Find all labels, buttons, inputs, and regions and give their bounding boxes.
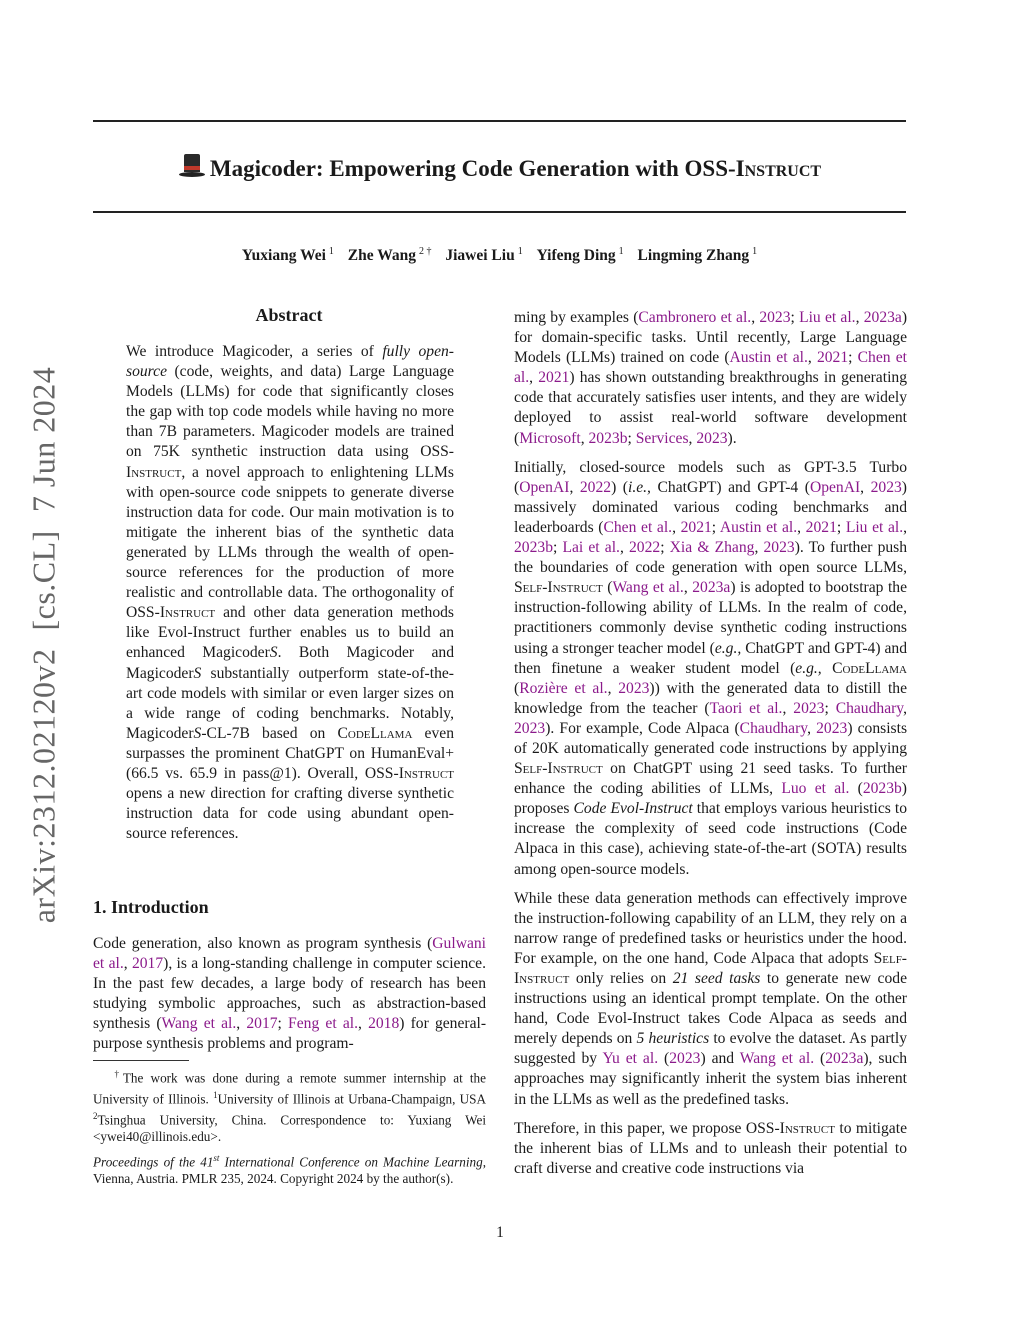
citation-link[interactable]: 2023 [514,719,546,737]
page-number: 1 [496,1224,504,1241]
citation-link[interactable]: 2023 [816,719,848,737]
citation-link[interactable]: Wang et al. [739,1050,815,1068]
citation-link[interactable]: 2017 [131,955,164,973]
citation-link[interactable]: 2023 [870,478,902,496]
citation-link[interactable]: 2021 [680,518,712,536]
citation-link[interactable]: 2023 [669,1050,701,1068]
arxiv-side-stamp [26,367,63,924]
citation-link[interactable]: Liu et al. [845,518,904,536]
arxiv-id: arXiv:2312.02120v2 [25,648,62,924]
citation-link[interactable]: 2023 [696,429,728,447]
citation-link[interactable]: 2021 [805,518,837,536]
citation-link[interactable]: 2023a [825,1050,864,1068]
proceedings-footnote: Proceedings of the 41st International Conference on Machine Learning, Vienna, Austria. PMLR 235, 2024. Copyright 2024 by the author(s). [93,1153,486,1186]
title-lead: Magicoder: Empowering Code Generation with OSS- [209,156,736,181]
author: Lingming Zhang $^1$ [637,246,758,265]
citation-link[interactable]: Lai et al. [562,539,620,557]
citation-link[interactable]: 2022 [629,539,661,557]
citation-link[interactable]: Chaudhary [739,719,808,737]
paragraph: Initially, closed-source models such as GPT-3.5 Turbo (OpenAI, 2022) (i.e., ChatGPT) and GPT-4 (OpenAI, 2023) massively dominated various coding benchmarks and leaderboards (Chen et al., 2021; Austin et al., 2021; Liu et al., 2023b; Lai et al., 2022; Xia & Zhang, 2023). To further push the boundaries of code generation with open source LLMs, Self-Instruct (Wang et al., 2023a) is adopted to bootstrap the instruction-following ability of LLMs. In the realm of code, practitioners commonly devise synthetic coding instructions using a stronger teacher model (e.g., ChatGPT and GPT-4) and then finetune a weaker student model (e.g., CodeLlama (Rozière et al., 2023)) with the generated data to distill the knowledge from the teacher (Taori et al., 2023; Chaudhary, 2023). For example, Code Alpaca (Chaudhary, 2023) consists of 20K automatically generated code instructions by applying Self-Instruct on ChatGPT using 21 seed tasks. To further enhance the coding abilities of LLMs, Luo et al. (2023b) proposes Code Evol-Instruct that employs various heuristics to increase the complexity of seed code instructions (Code Alpaca in this case), achieving state-of-the-art (SOTA) results among open-source models. [514,458,908,878]
citation-link[interactable]: 2023a [863,309,902,326]
citation-link[interactable]: Chen et al. [603,518,673,536]
citation-link[interactable]: OpenAI [519,478,570,496]
citation-link[interactable]: 2023b [862,780,902,798]
citation-link[interactable]: Cambronero et al. [638,309,752,326]
citation-link[interactable]: 2022 [579,478,612,496]
author: Yifeng Ding $^1$ [536,246,624,265]
citation-link[interactable]: OpenAI [809,478,861,496]
citation-link[interactable]: 2021 [538,369,570,387]
citation-link[interactable]: 2021 [816,349,849,367]
citation-link[interactable]: Austin et al. [719,518,798,536]
citation-link[interactable]: 2023 [763,539,795,557]
top-hat-icon [178,154,206,180]
citation-link[interactable]: 2023a [692,579,731,597]
citation-link[interactable]: Xia & Zhang [669,539,755,557]
arxiv-date: 7 Jun 2024 [25,366,62,513]
affiliation-footnote: †The work was done during a remote summer internship at the University of Illinois. $^1$University of Illinois at Urbana-Champaign, USA $^2$Tsinghua University, China. Correspondence to: Yuxiang Wei <ywei40@illinois.edu>. [93,1069,487,1144]
arxiv-category: [cs.CL] [25,530,62,631]
author: Zhe Wang $^{2 \dagger}$ [347,246,432,265]
title-bottom-rule [93,211,906,213]
citation-link[interactable]: Gulwani et al. [93,935,486,973]
citation-link[interactable]: Wang et al. [161,1015,237,1033]
citation-link[interactable]: Yu et al. [602,1050,659,1068]
citation-link[interactable]: Services [635,429,689,447]
right-column [514,308,907,1179]
citation-link[interactable]: 2023b [514,539,553,557]
citation-link[interactable]: Taori et al. [709,699,783,717]
introduction-heading: 1. Introduction [93,897,209,917]
abstract-body: We introduce Magicoder, a series of fully open-source (code, weights, and data) Large Language Models (LLMs) for code that significantly closes the gap with top code models while having no more than 7B parameters. Magicoder models are trained on 75K synthetic instruction data using OSS-Instruct, a novel approach to enlightening LLMs with open-source code snippets to generate diverse instruction data for code. Our main motivation is to mitigate the inherent bias of the synthetic data generated by LLMs through the wealth of open-source references for the production of more realistic and controllable data. The orthogonality of OSS-Instruct and other data generation methods like Evol-Instruct further enables us to build an enhanced MagicoderS. Both Magicoder and MagicoderS substantially outperform state-of-the-art code models with similar or even larger sizes on a wide range of coding benchmarks. Notably, MagicoderS-CL-7B based on CodeLlama even surpasses the prominent ChatGPT on HumanEval+ (66.5 vs. 65.9 in pass@1). Overall, OSS-Instruct opens a new direction for crafting diverse synthetic instruction data for code using abundant open-source references. [126,343,454,843]
citation-link[interactable]: Chen et al. [514,349,907,387]
title-top-rule [93,120,906,122]
citation-link[interactable]: 2023 [793,699,825,717]
introduction-body: Code generation, also known as program synthesis (Gulwani et al., 2017), is a long-standing challenge in computer science. In the past few decades, a large body of research has been studying symbolic approaches, such as abstraction-based synthesis (Wang et al., 2017; Feng et al., 2018) for general-purpose synthesis problems and program- [93,935,487,1053]
author: Yuxiang Wei $^1$ [241,246,334,265]
citation-link[interactable]: Wang et al. [612,579,684,597]
citation-link[interactable]: Rozière et al. [519,679,608,697]
footnote-rule [93,1060,189,1061]
citation-link[interactable]: 2017 [246,1015,278,1033]
author-list [93,246,906,265]
paragraph: Therefore, in this paper, we propose OSS-Instruct to mitigate the inherent bias of LLMs and to unleash their potential to craft diverse and creative code instructions via [514,1119,907,1177]
title-smallcaps: Instruct [735,156,822,181]
citation-link[interactable]: Microsoft [519,429,581,447]
author: Jiawei Liu $^1$ [445,246,523,265]
paragraph: ming by examples (Cambronero et al., 2023; Liu et al., 2023a) for domain-specific tasks. Until recently, Large Language Models (LLMs) trained on code (Austin et al., 2021; Chen et al., 2021) has shown outstanding breakthroughs in generating code that accurately satisfies user intents, and they are widely deployed to assist real-world software development (Microsoft, 2023b; Services, 2023). [514,309,908,447]
citation-link[interactable]: Luo et al. [781,780,850,798]
citation-link[interactable]: Chaudhary [835,699,904,717]
citation-link[interactable]: Liu et al. [799,309,856,326]
citation-link[interactable]: 2023b [588,429,628,447]
paragraph: While these data generation methods can effectively improve the instruction-following capability of an LLM, they rely on a narrow range of predefined tasks or heuristics under the hood. For example, on the one hand, Code Alpaca that adopts Self-Instruct only relies on 21 seed tasks to generate new code instructions using an identical prompt template. On the other hand, Code Evol-Instruct takes Code Alpaca as seeds and merely depends on 5 heuristics to evolve the dataset. As partly suggested by Yu et al. (2023) and Wang et al. (2023a), such approaches may significantly inherit the system bias inherent in the LLMs as well as the predefined tasks. [514,889,908,1108]
abstract-heading: Abstract [255,305,323,325]
paper-title [93,152,906,186]
citation-link[interactable]: 2023 [759,309,791,326]
citation-link[interactable]: Austin et al. [729,349,808,367]
citation-link[interactable]: Feng et al. [288,1015,358,1033]
citation-link[interactable]: 2018 [368,1015,400,1033]
citation-link[interactable]: 2023 [618,679,650,697]
